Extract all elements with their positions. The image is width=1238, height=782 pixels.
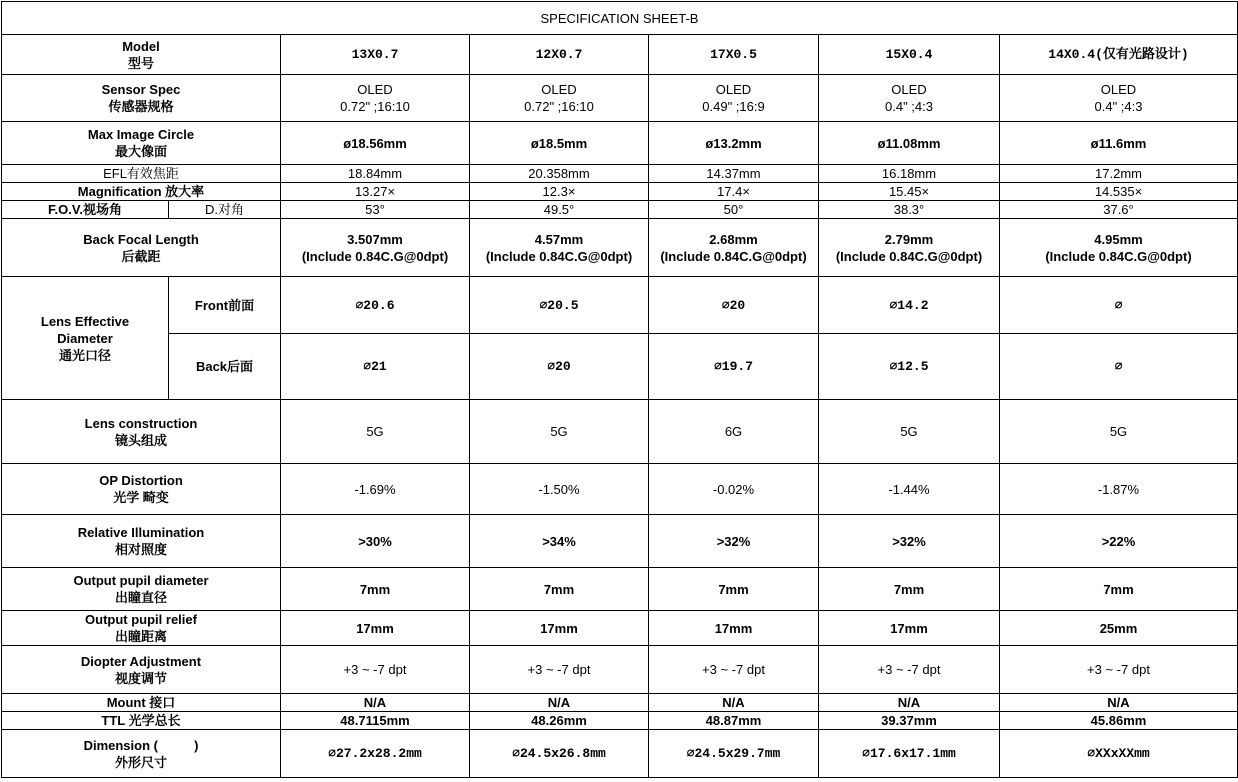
magnification-cell: 13.27× <box>281 183 470 201</box>
efl-cell: 18.84mm <box>281 165 470 183</box>
pupil-diameter-cell: 7mm <box>281 568 470 611</box>
fov-cell: 37.6° <box>1000 201 1238 219</box>
construction-cell: 5G <box>281 400 470 464</box>
pupil-relief-cell: 25mm <box>1000 611 1238 646</box>
construction-cell: 6G <box>649 400 819 464</box>
image-circle-cell: ø13.2mm <box>649 122 819 165</box>
fov-cell: 53° <box>281 201 470 219</box>
front-diameter-cell: ⌀14.2 <box>819 277 1000 334</box>
row-label-dimension: Dimension ( ) 外形尺寸 <box>2 730 281 778</box>
bfl-cell: 4.95mm (Include 0.84C.G@0dpt) <box>1000 219 1238 277</box>
row-label-pupil-diameter: Output pupil diameter 出瞳直径 <box>2 568 281 611</box>
row-label-fov-diagonal: D.对角 <box>169 201 281 219</box>
illumination-cell: >22% <box>1000 515 1238 568</box>
illumination-cell: >32% <box>649 515 819 568</box>
mount-cell: N/A <box>1000 694 1238 712</box>
dimension-cell: ⌀24.5x29.7mm <box>649 730 819 778</box>
pupil-relief-cell: 17mm <box>649 611 819 646</box>
bfl-cell: 4.57mm (Include 0.84C.G@0dpt) <box>470 219 649 277</box>
sensor-cell: OLED 0.49" ;16:9 <box>649 75 819 122</box>
bfl-cell: 3.507mm (Include 0.84C.G@0dpt) <box>281 219 470 277</box>
construction-cell: 5G <box>819 400 1000 464</box>
row-label-back: Back后面 <box>169 334 281 400</box>
row-label-mount: Mount 接口 <box>2 694 281 712</box>
row-label-distortion: OP Distortion 光学 畸变 <box>2 464 281 515</box>
ttl-cell: 48.26mm <box>470 712 649 730</box>
back-diameter-cell: ⌀21 <box>281 334 470 400</box>
image-circle-cell: ø18.5mm <box>470 122 649 165</box>
back-diameter-cell: ⌀ <box>1000 334 1238 400</box>
illumination-cell: >34% <box>470 515 649 568</box>
fov-cell: 38.3° <box>819 201 1000 219</box>
efl-cell: 17.2mm <box>1000 165 1238 183</box>
sheet-title: SPECIFICATION SHEET-B <box>2 2 1238 35</box>
efl-cell: 16.18mm <box>819 165 1000 183</box>
row-label-diopter: Diopter Adjustment 视度调节 <box>2 646 281 694</box>
row-label-illumination: Relative Illumination 相对照度 <box>2 515 281 568</box>
model-5: 14X0.4(仅有光路设计) <box>1000 35 1238 75</box>
front-diameter-cell: ⌀20.5 <box>470 277 649 334</box>
diopter-cell: +3 ~ -7 dpt <box>819 646 1000 694</box>
magnification-cell: 17.4× <box>649 183 819 201</box>
front-diameter-cell: ⌀20.6 <box>281 277 470 334</box>
pupil-diameter-cell: 7mm <box>1000 568 1238 611</box>
illumination-cell: >30% <box>281 515 470 568</box>
image-circle-cell: ø11.6mm <box>1000 122 1238 165</box>
mount-cell: N/A <box>470 694 649 712</box>
row-label-magnification: Magnification 放大率 <box>2 183 281 201</box>
back-diameter-cell: ⌀20 <box>470 334 649 400</box>
magnification-cell: 15.45× <box>819 183 1000 201</box>
pupil-relief-cell: 17mm <box>819 611 1000 646</box>
dimension-cell: ⌀27.2x28.2mm <box>281 730 470 778</box>
construction-cell: 5G <box>1000 400 1238 464</box>
magnification-cell: 12.3× <box>470 183 649 201</box>
dimension-cell: ⌀XXxXXmm <box>1000 730 1238 778</box>
row-label-pupil-relief: Output pupil relief 出瞳距离 <box>2 611 281 646</box>
row-label-fov: F.O.V.视场角 <box>2 201 169 219</box>
row-label-bfl: Back Focal Length 后截距 <box>2 219 281 277</box>
ttl-cell: 48.87mm <box>649 712 819 730</box>
row-label-image-circle: Max Image Circle 最大像面 <box>2 122 281 165</box>
model-2: 12X0.7 <box>470 35 649 75</box>
magnification-cell: 14.535× <box>1000 183 1238 201</box>
distortion-cell: -1.87% <box>1000 464 1238 515</box>
diopter-cell: +3 ~ -7 dpt <box>281 646 470 694</box>
sensor-cell: OLED 0.72" ;16:10 <box>470 75 649 122</box>
image-circle-cell: ø18.56mm <box>281 122 470 165</box>
front-diameter-cell: ⌀20 <box>649 277 819 334</box>
back-diameter-cell: ⌀19.7 <box>649 334 819 400</box>
sensor-cell: OLED 0.4" ;4:3 <box>819 75 1000 122</box>
ttl-cell: 45.86mm <box>1000 712 1238 730</box>
row-label-lens-diameter: Lens Effective Diameter 通光口径 <box>2 277 169 400</box>
model-3: 17X0.5 <box>649 35 819 75</box>
bfl-cell: 2.79mm (Include 0.84C.G@0dpt) <box>819 219 1000 277</box>
back-diameter-cell: ⌀12.5 <box>819 334 1000 400</box>
front-diameter-cell: ⌀ <box>1000 277 1238 334</box>
pupil-diameter-cell: 7mm <box>819 568 1000 611</box>
pupil-relief-cell: 17mm <box>281 611 470 646</box>
efl-cell: 20.358mm <box>470 165 649 183</box>
mount-cell: N/A <box>281 694 470 712</box>
mount-cell: N/A <box>819 694 1000 712</box>
fov-cell: 50° <box>649 201 819 219</box>
row-label-efl: EFL有效焦距 <box>2 165 281 183</box>
illumination-cell: >32% <box>819 515 1000 568</box>
diopter-cell: +3 ~ -7 dpt <box>1000 646 1238 694</box>
sensor-cell: OLED 0.72" ;16:10 <box>281 75 470 122</box>
fov-cell: 49.5° <box>470 201 649 219</box>
sensor-cell: OLED 0.4" ;4:3 <box>1000 75 1238 122</box>
spec-table <box>1 1 1238 778</box>
row-label-construction: Lens construction 镜头组成 <box>2 400 281 464</box>
distortion-cell: -1.69% <box>281 464 470 515</box>
diopter-cell: +3 ~ -7 dpt <box>649 646 819 694</box>
efl-cell: 14.37mm <box>649 165 819 183</box>
mount-cell: N/A <box>649 694 819 712</box>
row-label-model: Model 型号 <box>2 35 281 75</box>
diopter-cell: +3 ~ -7 dpt <box>470 646 649 694</box>
dimension-cell: ⌀24.5x26.8mm <box>470 730 649 778</box>
model-4: 15X0.4 <box>819 35 1000 75</box>
construction-cell: 5G <box>470 400 649 464</box>
distortion-cell: -0.02% <box>649 464 819 515</box>
row-label-ttl: TTL 光学总长 <box>2 712 281 730</box>
bfl-cell: 2.68mm (Include 0.84C.G@0dpt) <box>649 219 819 277</box>
row-label-front: Front前面 <box>169 277 281 334</box>
ttl-cell: 39.37mm <box>819 712 1000 730</box>
image-circle-cell: ø11.08mm <box>819 122 1000 165</box>
distortion-cell: -1.50% <box>470 464 649 515</box>
model-1: 13X0.7 <box>281 35 470 75</box>
pupil-diameter-cell: 7mm <box>649 568 819 611</box>
pupil-diameter-cell: 7mm <box>470 568 649 611</box>
pupil-relief-cell: 17mm <box>470 611 649 646</box>
row-label-sensor: Sensor Spec 传感器规格 <box>2 75 281 122</box>
dimension-cell: ⌀17.6x17.1mm <box>819 730 1000 778</box>
ttl-cell: 48.7115mm <box>281 712 470 730</box>
distortion-cell: -1.44% <box>819 464 1000 515</box>
